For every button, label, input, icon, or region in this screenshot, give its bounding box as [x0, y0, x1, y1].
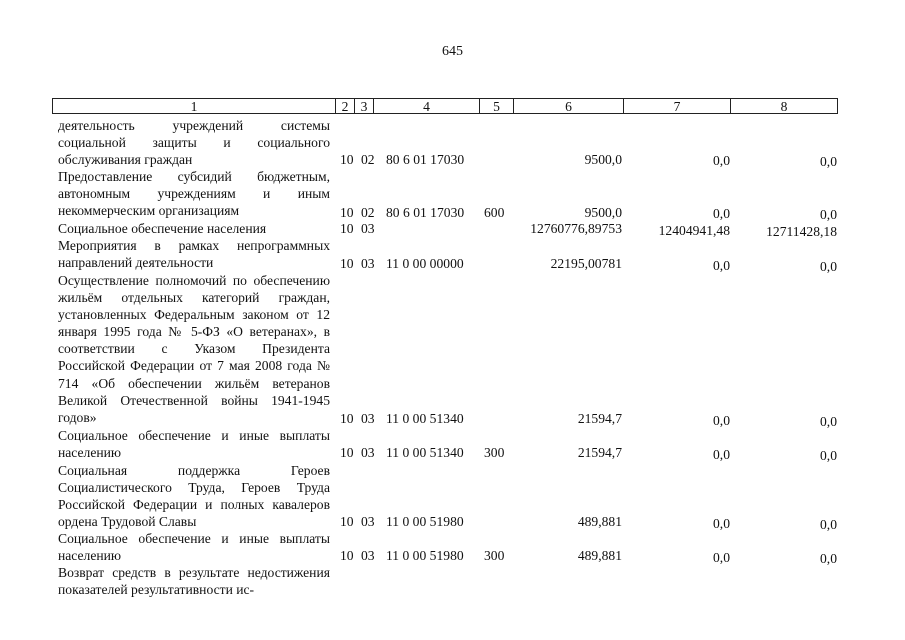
header-col-7: 7: [624, 98, 731, 114]
row-name: Социальная поддержка Героев Социалистического Труда, Героев Труда Российской Федерации и полных кавалеров ордена Трудовой Славы: [58, 463, 330, 530]
row-value-8: 12711428,18: [766, 224, 837, 239]
header-col-1: 1: [52, 98, 336, 114]
row-value-6: 9500,0: [584, 205, 622, 220]
row-value-7: 0,0: [713, 447, 730, 462]
row-name: Возврат средств в результате недостижения показателей результативности ис-: [58, 565, 330, 598]
row-subsection: 03: [361, 221, 375, 236]
row-value-7: 0,0: [713, 413, 730, 428]
row-value-7: 0,0: [713, 550, 730, 565]
row-section: 10: [340, 221, 354, 236]
row-value-6: 21594,7: [577, 445, 622, 460]
row-section: 10: [340, 256, 354, 271]
row-target-article: 80 6 01 17030: [386, 205, 465, 220]
header-col-8: 8: [731, 98, 838, 114]
header-col-5: 5: [480, 98, 514, 114]
row-target-article: 11 0 00 51980: [386, 548, 464, 563]
header-col-6: 6: [514, 98, 624, 114]
row-section: 10: [340, 548, 354, 563]
row-subsection: 03: [361, 514, 375, 529]
row-subsection: 02: [361, 205, 375, 220]
row-section: 10: [340, 445, 354, 460]
row-subsection: 03: [361, 411, 375, 426]
row-section: 10: [340, 205, 354, 220]
row-value-6: 22195,00781: [550, 256, 622, 271]
row-section: 10: [340, 514, 354, 529]
row-target-article: 80 6 01 17030: [386, 152, 465, 167]
row-section: 10: [340, 411, 354, 426]
row-subsection: 03: [361, 256, 375, 271]
row-value-6: 12760776,89753: [530, 221, 622, 236]
row-value-8: 0,0: [820, 517, 837, 532]
row-target-article: 11 0 00 51340: [386, 445, 464, 460]
row-subsection: 03: [361, 445, 375, 460]
row-name: деятельность учреждений системы социальной защиты и социального обслуживания граждан: [58, 118, 330, 168]
row-name: Социальное обеспечение населения: [58, 221, 267, 236]
row-name: Предоставление субсидий бюджетным, автономным учреждениям и иным некоммерческим организациям: [58, 169, 330, 219]
row-expense-type: 600: [484, 205, 505, 220]
row-value-8: 0,0: [820, 551, 837, 566]
header-col-4: 4: [374, 98, 480, 114]
row-expense-type: 300: [484, 548, 505, 563]
row-value-8: 0,0: [820, 448, 837, 463]
row-value-6: 9500,0: [584, 152, 622, 167]
row-value-6: 489,881: [577, 514, 622, 529]
row-value-7: 0,0: [713, 258, 730, 273]
row-name: Социальное обеспечение и иные выплаты населению: [58, 531, 330, 564]
row-target-article: 11 0 00 00000: [386, 256, 464, 271]
row-target-article: 11 0 00 51340: [386, 411, 464, 426]
row-value-7: 0,0: [713, 153, 730, 168]
row-name: Социальное обеспечение и иные выплаты населению: [58, 428, 330, 461]
header-col-2: 2: [336, 98, 355, 114]
row-section: 10: [340, 152, 354, 167]
row-name: Мероприятия в рамках непрограммных направлений деятельности: [58, 238, 330, 271]
row-value-8: 0,0: [820, 207, 837, 222]
row-value-6: 489,881: [577, 548, 622, 563]
row-value-8: 0,0: [820, 414, 837, 429]
header-col-3: 3: [355, 98, 374, 114]
row-value-7: 0,0: [713, 206, 730, 221]
row-target-article: 11 0 00 51980: [386, 514, 464, 529]
row-expense-type: 300: [484, 445, 505, 460]
row-subsection: 03: [361, 548, 375, 563]
page-number: 645: [442, 44, 463, 59]
row-value-7: 12404941,48: [658, 223, 730, 238]
row-value-6: 21594,7: [577, 411, 622, 426]
row-value-7: 0,0: [713, 516, 730, 531]
row-name: Осуществление полномочий по обеспечению жильём отдельных категорий граждан, установленных Федеральным законом от 12 января 1995 года № 5-ФЗ «О ветеранах», в соответствии с Указом Президента Российской Федерации от 7 мая 2008 года № 714 «Об обеспечении жильём ветеранов Великой Отечественной войны 1941-1945 годов»: [58, 273, 330, 425]
row-value-8: 0,0: [820, 154, 837, 169]
row-subsection: 02: [361, 152, 375, 167]
row-value-8: 0,0: [820, 259, 837, 274]
